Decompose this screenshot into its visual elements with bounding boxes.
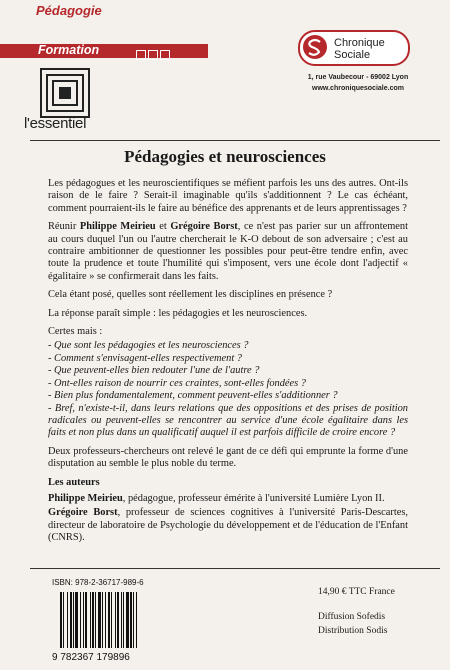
paragraph-answer: La réponse paraît simple : les pédagogies et les neurosciences. [48, 307, 308, 319]
list-item: - Que peuvent-elles bien redouter l'une de l'autre ? [48, 365, 260, 377]
paragraph-certes: Certes mais : [48, 326, 103, 338]
p2-author1: Philippe Meirieu [79, 221, 156, 233]
author-1-name: Philippe Meirieu [48, 492, 123, 504]
bottom-rule [30, 568, 440, 569]
publisher-name-line2: Sociale [334, 49, 371, 61]
barcode-icon [52, 580, 176, 662]
series-label-formation: Formation [38, 43, 100, 57]
p2-author2: Grégoire Borst [170, 221, 238, 233]
publisher-address-block [302, 72, 414, 94]
series-label-pedagogie: Pédagogie [36, 3, 102, 18]
publisher-website: www.chroniquesociale.com [312, 85, 404, 92]
isbn: ISBN: 978-2-36717-989-6 [52, 578, 144, 587]
header-band [0, 0, 450, 132]
paragraph-conclusion: Deux professeurs-chercheurs ont relevé le gant de ce défi qui emprunte la forme d'une disputation au semble le plus noble du terme. [48, 445, 408, 470]
barcode-digits: 9 782367 179896 [52, 652, 130, 662]
p2-pre: Réunir [48, 221, 80, 233]
collection-logo-icon [40, 68, 90, 118]
question-list [48, 340, 408, 439]
top-rule [30, 140, 440, 141]
list-item: - Bien plus fondamentalement, comment peuvent-elles s'additionner ? [48, 390, 338, 402]
book-title: Pédagogies et neurosciences [124, 147, 326, 166]
author-2 [48, 507, 408, 544]
list-item: - Comment s'envisagent-elles respectivement ? [48, 352, 243, 364]
publisher-logo-icon [302, 34, 328, 60]
paragraph-authors-intro [48, 221, 408, 283]
author-1 [48, 493, 408, 505]
collection-name: l'essentiel [24, 115, 87, 132]
p2-mid: et [155, 221, 171, 233]
authors-heading: Les auteurs [48, 476, 100, 488]
diffusion: Diffusion Sofedis [318, 612, 386, 622]
paragraph-intro: Les pédagogues et les neuroscientifiques se méfient parfois les uns des autres. Ont-ils raison de le faire ? Serait-il imaginable qu'ils s'additionnent ? Le cas échéant, comment pourraient-ils le faire au bénéfice des apprenants et de leurs apprentissages ? [48, 178, 408, 214]
price: 14,90 € TTC France [318, 587, 395, 597]
publisher-address: 1, rue Vaubecour - 69002 Lyon [307, 74, 409, 81]
list-item: - Ont-elles raison de nourrir ces craintes, sont-elles fondées ? [48, 377, 306, 389]
list-item: - Que sont les pédagogies et les neurosciences ? [48, 340, 249, 352]
paragraph-question: Cela étant posé, quelles sont réellement les disciplines en présence ? [48, 289, 333, 301]
author-1-desc: , pédagogue, professeur émérite à l'université Lumière Lyon II. [122, 492, 385, 504]
publisher-name [334, 37, 385, 61]
publisher-name-line1: Chronique [334, 37, 385, 49]
distribution: Distribution Sodis [318, 626, 388, 636]
series-bar [0, 44, 208, 58]
author-2-desc: , professeur de sciences cognitives à l'université Paris-Descartes, directeur de laboratoire de Psychologie du développement et de l'éducation de l'Enfant (CNRS). [48, 507, 408, 544]
author-2-name: Grégoire Borst [48, 507, 118, 519]
p2-post: , ce n'est pas parier sur un affrontement au cours duquel l'un ou l'autre chercherait le K-O debout de son adversaire ; c'est au contraire ambitionner de questionner les possibles pour peut-être tendre enfin, avec toute la prudence et toute l'humilité qui s'imposent, vers une école dont l'adjectif « égalitaire » se confirmerait dans les faits. [48, 221, 408, 282]
series-squares [136, 47, 172, 65]
back-cover-text [48, 178, 408, 551]
list-item: - Bref, n'existe-t-il, dans leurs relations que des oppositions et des prises de position radicales ou peuvent-elles se rencontrer au service d'une école égalitaire dans les faits et non plus dans un qualificatif auquel il est parfois difficile de croire encore ? [48, 402, 408, 439]
